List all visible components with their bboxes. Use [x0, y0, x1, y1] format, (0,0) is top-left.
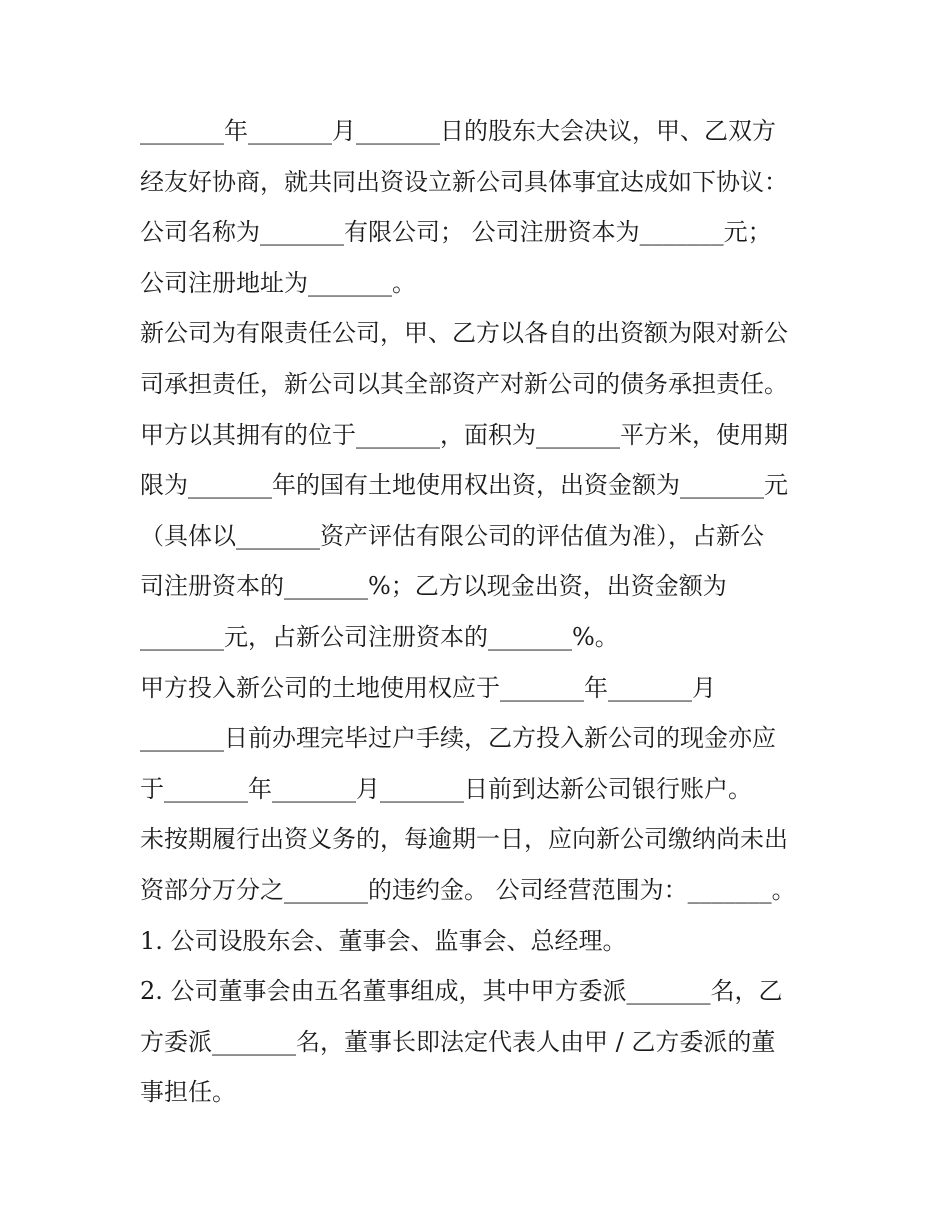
text-line: 新公司为有限责任公司，甲、乙方以各自的出资额为限对新公 [140, 319, 788, 348]
text-line: 资部分万分之_______的违约金。 公司经营范围为：_______。 [140, 875, 796, 904]
text-line: 于_______年_______月_______日前到达新公司银行账户。 [140, 774, 752, 803]
text-line: 司承担责任，新公司以其全部资产对新公司的债务承担责任。 [140, 369, 788, 398]
text-line: 公司名称为_______有限公司； 公司注册资本为_______元； [140, 218, 772, 247]
text-line: 司注册资本的_______%；乙方以现金出资，出资金额为 [140, 572, 727, 601]
text-line: _______年_______月_______日的股东大会决议，甲、乙双方 [140, 117, 776, 145]
text-line: 公司注册地址为_______。 [140, 268, 416, 297]
list-item: 1. 公司设股东会、董事会、监事会、总经理。 [140, 926, 627, 955]
text-line: 方委派_______名，董事长即法定代表人由甲 / 乙方委派的董 [140, 1027, 776, 1056]
text-line: 限为_______年的国有土地使用权出资，出资金额为_______元 [140, 471, 788, 500]
text-line: 甲方投入新公司的土地使用权应于_______年_______月 [140, 673, 716, 702]
text-line: （具体以_______资产评估有限公司的评估值为准），占新公 [140, 521, 764, 550]
text-line: _______元，占新公司注册资本的_______%。 [140, 622, 619, 651]
list-item: 2. 公司董事会由五名董事组成，其中甲方委派_______名，乙 [140, 977, 783, 1006]
text-line: 事担任。 [140, 1078, 236, 1107]
agreement-body [140, 106, 820, 1118]
text-line: 经友好协商，就共同出资设立新公司具体事宜达成如下协议： [140, 167, 788, 196]
text-line: _______日前办理完毕过户手续，乙方投入新公司的现金亦应 [140, 724, 776, 753]
text-line: 甲方以其拥有的位于_______，面积为_______平方米，使用期 [140, 420, 788, 449]
text-line: 未按期履行出资义务的，每逾期一日，应向新公司缴纳尚未出 [140, 825, 788, 854]
